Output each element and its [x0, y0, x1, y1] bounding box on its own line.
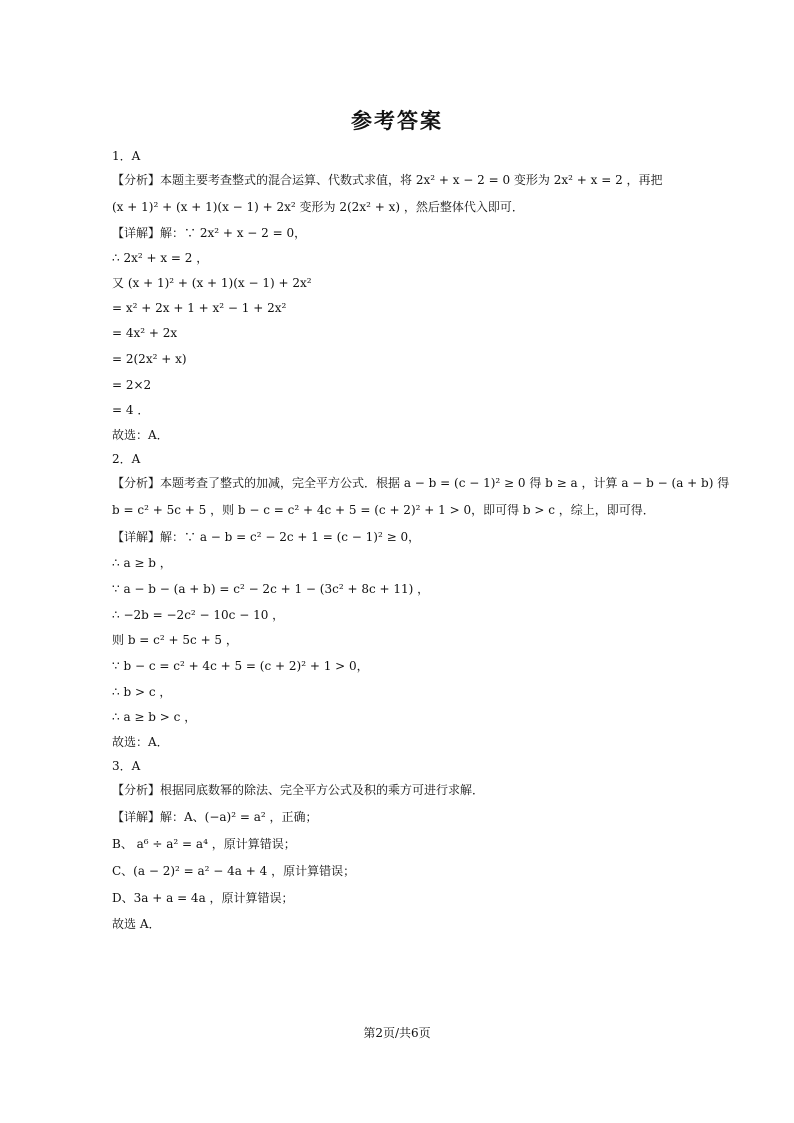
q1-analysis-line-2: (x + 1)² + (x + 1)(x − 1) + 2x² 变形为 2(2x² + x) ，然后整体代入即可． [112, 200, 524, 214]
q2-detail-line-1: 【详解】解：∵ a − b = c² − 2c + 1 = (c − 1)² ≥ 0， [112, 530, 421, 544]
q3-detail-line-3: C、(a − 2)² = a² − 4a + 4 ，原计算错误； [112, 864, 356, 878]
q1-detail-line-1: 【详解】解：∵ 2x² + x − 2 = 0， [112, 226, 307, 240]
page-title: 参考答案 [351, 108, 443, 133]
answer-content [112, 145, 730, 937]
q2-analysis-line-1: 【分析】本题考查了整式的加减，完全平方公式．根据 a − b = (c − 1)² ≥ 0 得 b ≥ a ，计算 a − b − (a + b) 得 [112, 476, 730, 490]
q2-analysis-line-2: b = c² + 5c + 5 ，则 b − c = c² + 4c + 5 = (c + 2)² + 1 > 0，即可得 b > c ，综上，即可得． [112, 503, 655, 517]
q3-detail-line-2: B、 a⁶ ÷ a² = a⁴ ，原计算错误； [112, 837, 296, 851]
page-footer: 第2页/共6页 [363, 1026, 431, 1040]
q2-detail-line-6: ∵ b − c = c² + 4c + 5 = (c + 2)² + 1 > 0， [112, 659, 369, 673]
q1-detail-line-8: = 4 ． [112, 403, 150, 417]
q2-detail-line-4: ∴ −2b = −2c² − 10c − 10 ， [112, 608, 285, 622]
q2-number: 2．A [112, 452, 141, 466]
q2-detail-line-3: ∵ a − b − (a + b) = c² − 2c + 1 − (3c² + 8c + 11) ， [112, 582, 430, 596]
q1-detail-line-5: = 4x² + 2x [112, 326, 178, 340]
q1-detail-line-7: = 2×2 [112, 378, 152, 392]
q3-detail-line-1: 【详解】解：A、(−a)² = a² ，正确； [112, 810, 318, 824]
q1-number: 1．A [112, 149, 141, 163]
q3-answer: 故选 A． [112, 917, 161, 931]
q2-detail-line-5: 则 b = c² + 5c + 5 ， [112, 633, 238, 647]
q1-detail-line-4: = x² + 2x + 1 + x² − 1 + 2x² [112, 301, 287, 315]
q1-detail-line-3: 又 (x + 1)² + (x + 1)(x − 1) + 2x² [112, 276, 312, 290]
q2-detail-line-8: ∴ a ≥ b > c ， [112, 710, 197, 724]
q1-analysis-line-1: 【分析】本题主要考查整式的混合运算、代数式求值，将 2x² + x − 2 = 0 变形为 2x² + x = 2 ，再把 [112, 173, 663, 187]
q2-answer: 故选：A． [112, 735, 169, 749]
q3-analysis-line-1: 【分析】根据同底数幂的除法、完全平方公式及积的乘方可进行求解． [112, 783, 485, 797]
q1-detail-line-6: = 2(2x² + x) [112, 352, 187, 366]
q3-number: 3．A [112, 759, 141, 773]
q1-answer: 故选：A． [112, 428, 169, 442]
q2-detail-line-2: ∴ a ≥ b ， [112, 556, 172, 570]
q3-detail-line-4: D、3a + a = 4a ，原计算错误； [112, 891, 294, 905]
q2-detail-line-7: ∴ b > c ， [112, 685, 172, 699]
q1-detail-line-2: ∴ 2x² + x = 2 ， [112, 251, 209, 265]
